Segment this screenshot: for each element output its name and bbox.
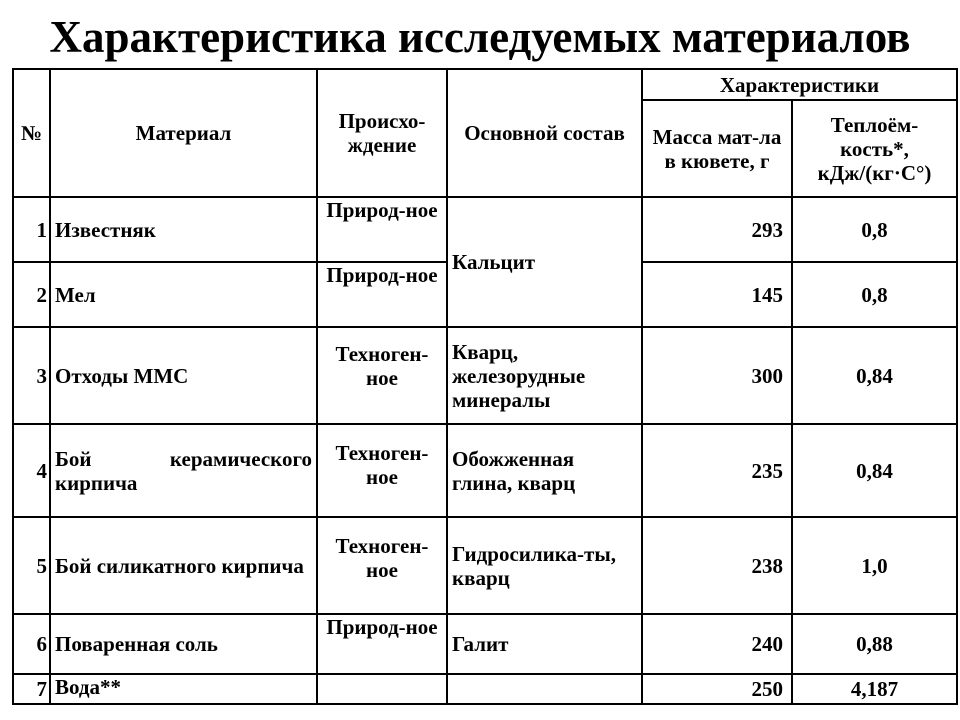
table-row xyxy=(13,614,957,674)
row-material: Вода** xyxy=(50,674,317,704)
row-material: Известняк xyxy=(50,197,317,262)
row-heat-capacity: 0,8 xyxy=(792,197,957,262)
table-row xyxy=(13,197,957,262)
row-heat-capacity: 0,8 xyxy=(792,262,957,327)
header-row-1 xyxy=(13,69,957,100)
table-row xyxy=(13,424,957,517)
header-heat-capacity: Теплоём-кость*, кДж/(кг·С°) xyxy=(792,100,957,197)
row-mass: 235 xyxy=(642,424,792,517)
row-composition xyxy=(447,674,642,704)
row-heat-capacity: 0,84 xyxy=(792,424,957,517)
row-mass: 250 xyxy=(642,674,792,704)
row-mass: 238 xyxy=(642,517,792,614)
row-composition: Кварц, железорудные минералы xyxy=(447,327,642,424)
row-composition: Галит xyxy=(447,614,642,674)
page-title: Характеристика исследуемых материалов xyxy=(49,12,911,62)
row-mass: 145 xyxy=(642,262,792,327)
row-origin xyxy=(317,674,447,704)
row-num: 1 xyxy=(13,197,50,262)
row-material: Бой силикатного кирпича xyxy=(50,517,317,614)
row-origin: Техноген-ное xyxy=(317,517,447,614)
header-composition: Основной состав xyxy=(447,69,642,197)
row-mass: 293 xyxy=(642,197,792,262)
header-material: Материал xyxy=(50,69,317,197)
row-composition: Гидросилика-ты, кварц xyxy=(447,517,642,614)
header-num: № xyxy=(13,69,50,197)
row-heat-capacity: 0,84 xyxy=(792,327,957,424)
row-heat-capacity: 4,187 xyxy=(792,674,957,704)
row-origin: Природ-ное xyxy=(317,614,447,674)
row-num: 5 xyxy=(13,517,50,614)
row-origin: Природ-ное xyxy=(317,197,447,262)
row-mass: 240 xyxy=(642,614,792,674)
row-num: 6 xyxy=(13,614,50,674)
row-origin: Природ-ное xyxy=(317,262,447,327)
row-heat-capacity: 0,88 xyxy=(792,614,957,674)
row-material: Бой керамического кирпича xyxy=(50,424,317,517)
table-row xyxy=(13,674,957,704)
row-heat-capacity: 1,0 xyxy=(792,517,957,614)
header-characteristics: Характеристики xyxy=(642,69,957,100)
row-origin: Техноген-ное xyxy=(317,327,447,424)
row-origin: Техноген-ное xyxy=(317,424,447,517)
row-num: 2 xyxy=(13,262,50,327)
header-mass: Масса мат-ла в кювете, г xyxy=(642,100,792,197)
row-material: Отходы ММС xyxy=(50,327,317,424)
row-mass: 300 xyxy=(642,327,792,424)
row-composition: Кальцит xyxy=(447,197,642,327)
table-row xyxy=(13,517,957,614)
materials-table xyxy=(12,68,958,705)
row-material: Поваренная соль xyxy=(50,614,317,674)
row-composition: Обожженная глина, кварц xyxy=(447,424,642,517)
table-row xyxy=(13,327,957,424)
row-material: Мел xyxy=(50,262,317,327)
row-num: 3 xyxy=(13,327,50,424)
row-num: 7 xyxy=(13,674,50,704)
row-num: 4 xyxy=(13,424,50,517)
header-origin: Происхо-ждение xyxy=(317,69,447,197)
